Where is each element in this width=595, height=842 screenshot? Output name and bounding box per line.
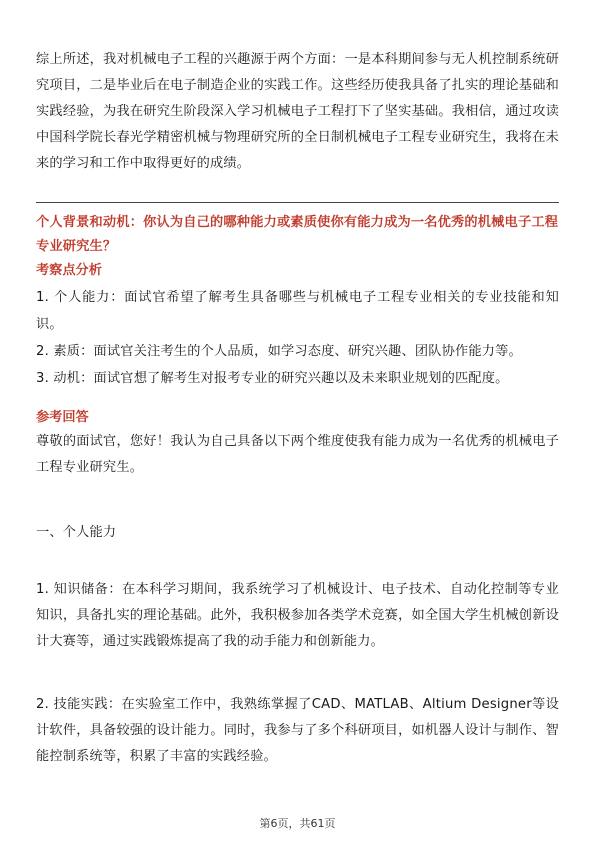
answer-intro: 尊敬的面试官，您好！我认为自己具备以下两个维度使我有能力成为一名优秀的机械电子工程专业研究生。 (36, 434, 559, 475)
analysis-item: 2. 素质：面试官关注考生的个人品质，如学习态度、研究兴趣、团队协作能力等。 (36, 344, 522, 359)
analysis-heading: 考察点分析 (36, 263, 102, 278)
analysis-item: 3. 动机：面试官想了解考生对报考专业的研究兴趣以及未来职业规划的匹配度。 (36, 371, 509, 386)
document-page (36, 0, 559, 842)
question-heading: 个人背景和动机：你认为自己的哪种能力或素质使你有能力成为一名优秀的机械电子工程专业研究生？ (36, 215, 559, 254)
page-number: 第6页，共61页 (259, 817, 336, 830)
answer-item: 2. 技能实践：在实验室工作中，我熟练掌握了CAD、MATLAB、Altium Designer等设计软件，具备较强的设计能力。同时，我参与了多个科研项目，如机器人设计与制作、智能控制系统等，积累了丰富的实践经验。 (36, 697, 559, 764)
answer-heading: 参考回答 (36, 410, 89, 425)
answer-item: 1. 知识储备：在本科学习期间，我系统学习了机械设计、电子技术、自动化控制等专业知识，具备扎实的理论基础。此外，我积极参加各类学术竞赛，如全国大学生机械创新设计大赛等，通过实践锻炼提高了我的动手能力和创新能力。 (36, 582, 559, 649)
section-divider (36, 202, 559, 203)
intro-paragraph: 综上所述，我对机械电子工程的兴趣源于两个方面：一是本科期间参与无人机控制系统研究项目，二是毕业后在电子制造企业的实践工作。这些经历使我具备了扎实的理论基础和实践经验，为我在研究生阶段深入学习机械电子工程打下了坚实基础。我相信，通过攻读中国科学院长春光学精密机械与物理研究所的全日制机械电子工程专业研究生，我将在未来的学习和工作中取得更好的成绩。 (36, 52, 559, 171)
analysis-item: 1. 个人能力：面试官希望了解考生具备哪些与机械电子工程专业相关的专业技能和知识。 (36, 290, 559, 332)
section-title: 一、个人能力 (36, 525, 117, 540)
analysis-list (36, 284, 559, 392)
